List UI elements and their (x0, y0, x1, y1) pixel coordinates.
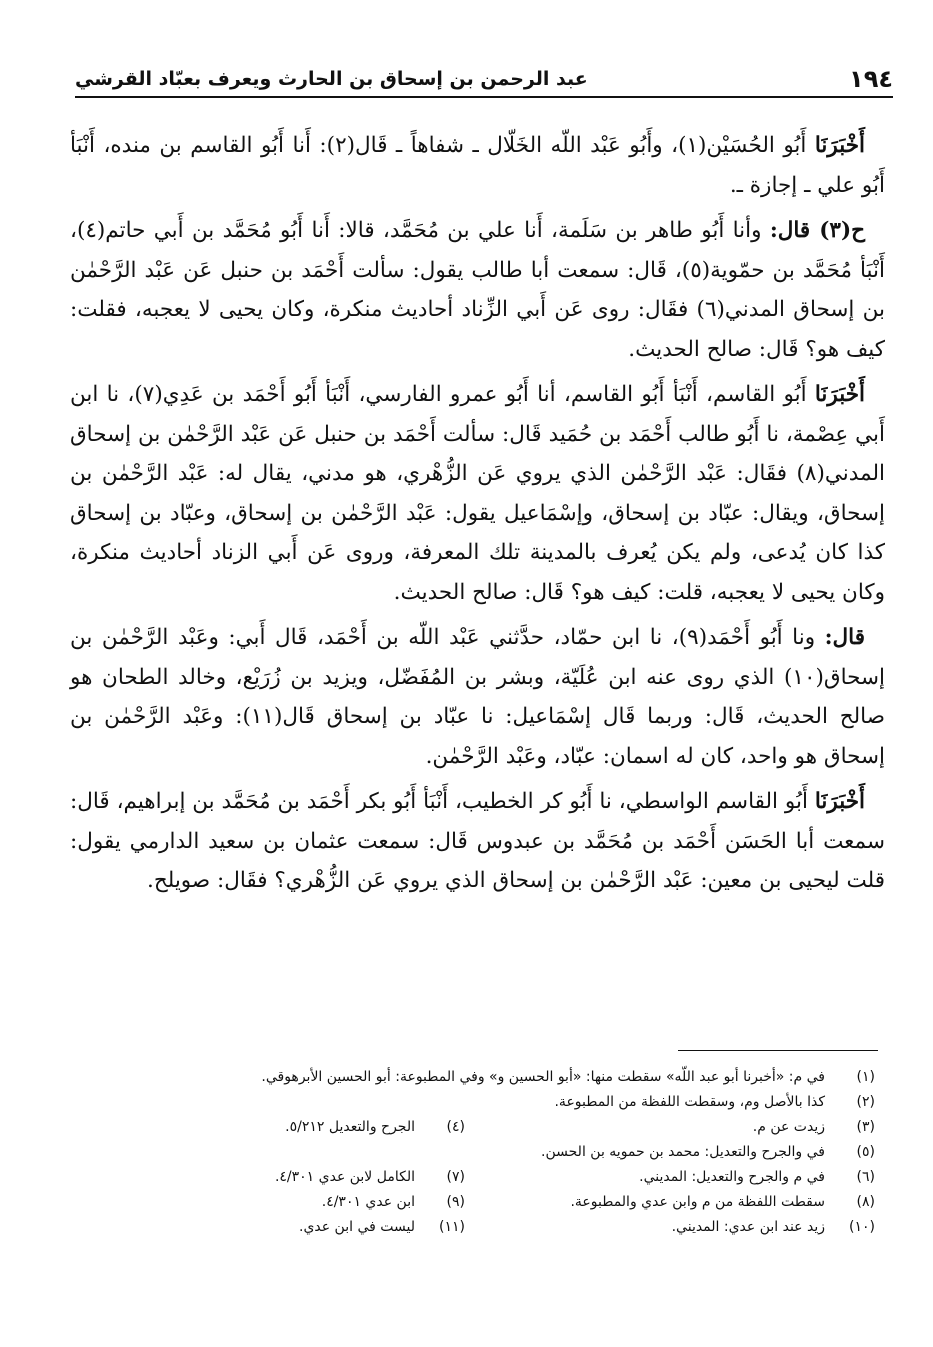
paragraph (70, 211, 885, 369)
footnote-number: (٧) (446, 1168, 465, 1185)
paragraph-text: أَبُو الحُسَيْن(١)، وأَبُو عَبْد اللّه الخَلّال ـ شفاهاً ـ قَال(٢): أَنا أَبُو القاسم بن منده، أَنْبَأ أَبُو علي ـ إجازة ـ. (70, 133, 885, 198)
footnote-text: زيد عند ابن عدي: المديني. (671, 1218, 825, 1235)
footnote-number: (١٠) (849, 1218, 875, 1235)
footnote-number: (٥) (856, 1143, 875, 1160)
footnote (465, 1169, 875, 1185)
footnote-number: (٩) (446, 1193, 465, 1210)
paragraph-text: أَبُو القاسم، أَنْبَأ أَبُو القاسم، أنا أَبُو عمرو الفارسي، أَنْبَأ أَبُو أَحْمَد بن عَدِي(٧)، نا ابن أَبي عِصْمة، نا أَبُو طالب أَحْمَد بن حُمَيد قَال: سألت أَحْمَد بن حنبل عَن عَبْد الرَّحْمٰن بن إسحاق المدني(٨) فقَال: عَبْد الرَّحْمٰن الذي يروي عَن الزُّهْري، هو مدني، يقال له: عَبْد الرَّحْمٰن بن إسحاق، ويقال: عبّاد بن إسحاق، وإسْمَاعيل يقول: عَبْد الرَّحْمٰن بن إسحاق، وعبّاد بن إسحاق كذا كان يُدعى، ولم يكن يُعرف بالمدينة تلك المعرفة، وروى عَن أَبي الزناد أحاديث منكرة، وكان يحيى لا يعجبه، قلت: كيف هو؟ قَال: صالح الحديث. (70, 382, 885, 605)
footnote-number: (٤) (446, 1118, 465, 1135)
footnote-row (80, 1214, 875, 1239)
footnote-number: (١) (856, 1068, 875, 1085)
footnote (80, 1219, 465, 1235)
footnote (80, 1139, 875, 1164)
footnote-row (80, 1189, 875, 1214)
paragraph-lead: أَخْبَرَنَا (814, 133, 865, 158)
paragraph (70, 126, 885, 205)
main-text (70, 126, 885, 907)
footnote-text: زيدت عن م. (752, 1118, 825, 1135)
footnote-text: سقطت اللفظة من م وابن عدي والمطبوعة. (570, 1193, 825, 1210)
footnote-text: في والجرح والتعديل: محمد بن حمويه بن الحسن. (541, 1143, 825, 1160)
running-title: عبد الرحمن بن إسحاق بن الحارث ويعرف بعبّاد القرشي (75, 68, 588, 90)
footnote-number: (٦) (856, 1168, 875, 1185)
paragraph-lead: أَخْبَرَنَا (814, 789, 865, 814)
paragraph (70, 782, 885, 901)
footnote-number: (٨) (856, 1193, 875, 1210)
footnote-text: الكامل لابن عدي ٤/٣٠١. (274, 1168, 415, 1185)
footnote (465, 1219, 875, 1235)
footnote-text: كذا بالأصل وم، وسقطت اللفظة من المطبوعة. (554, 1093, 825, 1110)
paragraph-lead: قال: (824, 625, 866, 650)
footnote (465, 1194, 875, 1210)
footnote (80, 1169, 465, 1185)
footnote-text: في م: «أخبرنا أبو عبد اللّه» سقطت منها: «أبو الحسين و» وفي المطبوعة: أبو الحسين الأبرهوقي. (261, 1068, 825, 1085)
footnote-row (80, 1114, 875, 1139)
footnote-number: (٢) (856, 1093, 875, 1110)
footnote-text: ابن عدي ٤/٣٠١. (321, 1193, 415, 1210)
paragraph (70, 375, 885, 612)
paragraph-text: وأنا أَبُو طاهر بن سَلَمة، أَنا علي بن مُحَمَّد، قالا: أَنا أَبُو مُحَمَّد بن أَبي حاتم(٤)، أَنْبَأ مُحَمَّد بن حمّوية(٥)، قَال: سمعت أبا طالب يقول: سألت أَحْمَد بن حنبل عَن عَبْد الرَّحْمٰن بن إسحاق المدني(٦) فقَال: روى عَن أَبي الزِّناد أحاديث منكرة، وكان يحيى لا يعجبه، فقلت: كيف هو؟ قَال: صالح الحديث. (70, 218, 886, 362)
footnote-text: الجرح والتعديل ٥/٢١٢. (285, 1118, 415, 1135)
paragraph-lead: أَخْبَرَنَا (814, 382, 866, 407)
footnote (80, 1064, 875, 1089)
page-number: ١٩٤ (849, 65, 893, 93)
footnote (80, 1119, 465, 1135)
footnote (80, 1194, 465, 1210)
footnote-number: (١١) (439, 1218, 465, 1235)
paragraph-lead: ح(٣) قال: (769, 218, 865, 243)
page-header (75, 62, 893, 98)
footnote-number: (٣) (856, 1118, 875, 1135)
paragraph-text: ونا أَبُو أَحْمَد(٩)، نا ابن حمّاد، حدَّثني عَبْد اللّه بن أَحْمَد، قَال أَبي: وعَبْد الرَّحْمٰن بن إسحاق(١٠) الذي روى عنه ابن عُلَيّة، وبشر بن المُفَضّل، ويزيد بن زُرَيْع، وخالد الطحان هو صالح الحديث، قَال: وربما قَال إسْمَاعيل: نا عبّاد بن إسحاق قَال(١١): وعَبْد الرَّحْمٰن بن إسحاق هو واحد، كان له اسمان: عبّاد، وعَبْد الرَّحْمٰن. (70, 625, 885, 769)
paragraph-text: أَبُو القاسم الواسطي، نا أَبُو كر الخطيب، أَنْبَأ أَبُو بكر أَحْمَد بن مُحَمَّد بن إبراهيم، قَال: سمعت أبا الحَسَن أَحْمَد بن مُحَمَّد بن عبدوس قَال: سمعت عثمان بن سعيد الدارمي يقول: قلت ليحيى بن معين: عَبْد الرَّحْمٰن بن إسحاق الذي يروي عَن الزُّهْري؟ فقَال: صويلح. (70, 789, 885, 893)
paragraph (70, 618, 885, 776)
footnote-divider (678, 1050, 878, 1051)
footnote (80, 1089, 875, 1114)
footnotes (80, 1064, 875, 1239)
footnote-text: في م والجرح والتعديل: المديني. (639, 1168, 825, 1185)
footnote-row (80, 1164, 875, 1189)
footnote (465, 1119, 875, 1135)
footnote-text: ليست في ابن عدي. (299, 1218, 415, 1235)
